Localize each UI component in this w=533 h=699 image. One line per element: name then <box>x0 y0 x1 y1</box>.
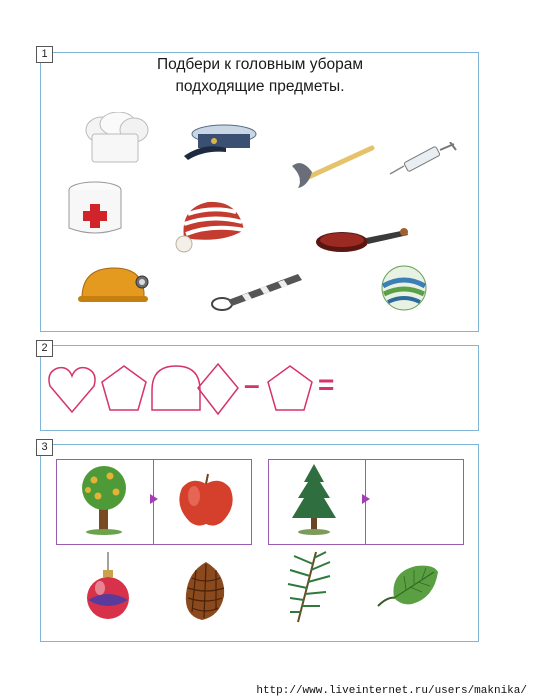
fir-tree-icon[interactable] <box>290 462 338 538</box>
equals-sign: = <box>318 369 335 400</box>
miner-helmet-icon[interactable] <box>76 262 154 308</box>
ski-pole-icon[interactable] <box>208 266 304 316</box>
task-3-number: 3 <box>36 439 53 456</box>
fir-branch-icon[interactable] <box>286 548 336 624</box>
ball-icon[interactable] <box>380 264 428 312</box>
heart-shape <box>49 368 95 412</box>
source-url[interactable]: http://www.liveinternet.ru/users/maknika/ <box>256 685 527 697</box>
chef-hat-icon[interactable] <box>82 112 150 166</box>
pentagon-shape-2 <box>268 366 312 410</box>
shapes-row <box>46 362 346 418</box>
empty-answer-slot[interactable] <box>366 462 458 540</box>
pentagon-shape <box>102 366 146 410</box>
rhombus-shape <box>198 364 238 414</box>
task-1-title-line2: подходящие предметы. <box>175 78 345 95</box>
task-1-number: 1 <box>36 46 53 63</box>
pair-arrow-1 <box>150 494 158 504</box>
pickaxe-icon[interactable] <box>288 142 378 194</box>
apple-tree-icon[interactable] <box>76 462 132 536</box>
pine-cone-icon[interactable] <box>180 560 232 622</box>
christmas-ornament-icon[interactable] <box>84 552 132 626</box>
task-2-number: 2 <box>36 340 53 357</box>
minus-sign: – <box>244 369 260 400</box>
frying-pan-icon[interactable] <box>314 224 412 256</box>
task-1-title-line1: Подбери к головным уборам <box>156 56 364 73</box>
nurse-cap-icon[interactable] <box>66 180 124 238</box>
leaf-icon[interactable] <box>374 562 440 612</box>
winter-hat-icon[interactable] <box>172 196 248 258</box>
apple-icon[interactable] <box>176 472 236 528</box>
police-cap-icon[interactable] <box>180 122 260 166</box>
dome-shape <box>152 366 200 410</box>
syringe-icon[interactable] <box>388 142 460 178</box>
